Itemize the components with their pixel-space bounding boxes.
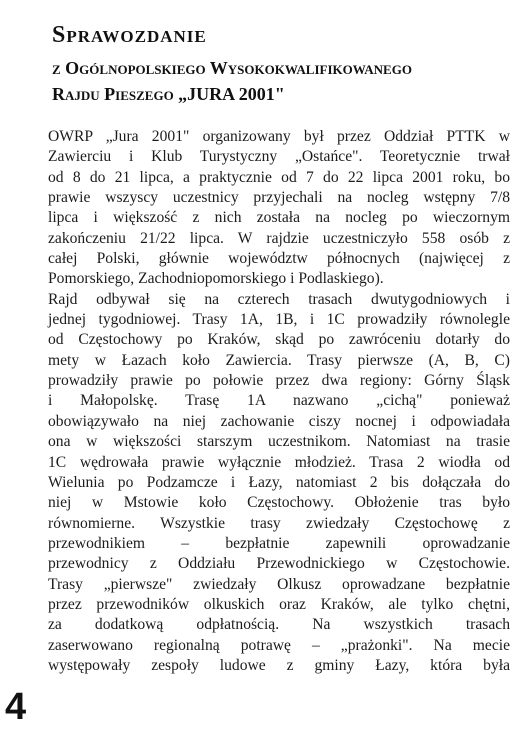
body-line: 1C wędrowała prawie wyłącznie młodzież. Trasa 2 wiodła od — [48, 453, 510, 471]
article-subtitle-line-2: Rajdu Pieszego „JURA 2001" — [52, 84, 285, 104]
body-line: Trasy „pierwsze" zwiedzały Olkusz oprowadzane bezpłatnie — [48, 575, 510, 593]
body-line: występowały zespoły ludowe z gminy Łazy, która była — [48, 656, 510, 674]
body-line: i Małopolskę. Trasę 1A nazwano „cichą" ponieważ — [48, 392, 510, 410]
body-line: przez przewodników olkuskich oraz Kraków, ale tylko chętni, — [48, 595, 510, 613]
body-line: Zawierciu i Klub Turystyczny „Ostańce". Teoretycznie trwał — [48, 148, 510, 166]
body-line: zaserwowano regionalną potrawę – „prażonki". Na mecie — [48, 636, 510, 654]
body-line: Pomorskiego, Zachodniopomorskiego i Podlaskiego). — [48, 270, 384, 288]
article-title: Sprawozdanie — [52, 22, 207, 48]
body-line: od Częstochowy po Kraków, skąd po zawróceniu dotarły do — [48, 331, 510, 349]
body-line: jednej tygodniowej. Trasy 1A, 1B, i 1C prowadziły równolegle — [48, 311, 510, 329]
body-line: mety w Łazach koło Zawiercia. Trasy pierwsze (A, B, C) — [48, 351, 510, 369]
article-body — [48, 127, 510, 676]
body-line: obowiązywało na niej zachowanie ciszy nocnej i odpowiadała — [48, 412, 510, 430]
body-line: prowadziły prawie po połowie przez dwa regiony: Górny Śląsk — [48, 372, 510, 390]
body-line: OWRP „Jura 2001" organizowany był przez Oddział PTTK w — [48, 128, 510, 145]
body-line: niej w Mstowie koło Częstochowy. Obłożenie tras było — [48, 494, 510, 512]
body-line: ona w większości starszym uczestnikom. Natomiast na trasie — [48, 433, 510, 451]
body-line: przewodnicy z Oddziału Przewodnickiego w Częstochowie. — [48, 555, 510, 573]
body-line: zakończeniu 21/22 lipca. W rajdzie uczestniczyło 558 osób z — [48, 229, 510, 247]
article-subtitle-line-1: z Ogólnopolskiego Wysokokwalifikowanego — [52, 58, 412, 78]
body-line: za dodatkową odpłatnością. Na wszystkich trasach — [48, 616, 510, 634]
body-line: prawie wszyscy uczestnicy przyjechali na nocleg wstępny 7/8 — [48, 189, 510, 207]
body-line: przewodnikiem – bezpłatnie zapewnili oprowadzanie — [48, 534, 510, 552]
page-number: 4 — [5, 686, 27, 728]
body-line: Wielunia po Podzamcze i Łazy, natomiast 2 bis dołączała do — [48, 473, 510, 491]
body-line: od 8 do 21 lipca, a praktycznie od 7 do 22 lipca 2001 roku, bo — [48, 168, 510, 186]
body-line: Rajd odbywał się na czterech trasach dwutygodniowych i — [48, 290, 510, 308]
body-line: lipca i większość z nich została na nocleg po wieczornym — [48, 209, 510, 227]
body-line: równomierne. Wszystkie trasy zwiedzały Częstochowę z — [48, 514, 510, 532]
body-line: całej Polski, głównie województw północnych (najwięcej z — [48, 250, 510, 268]
